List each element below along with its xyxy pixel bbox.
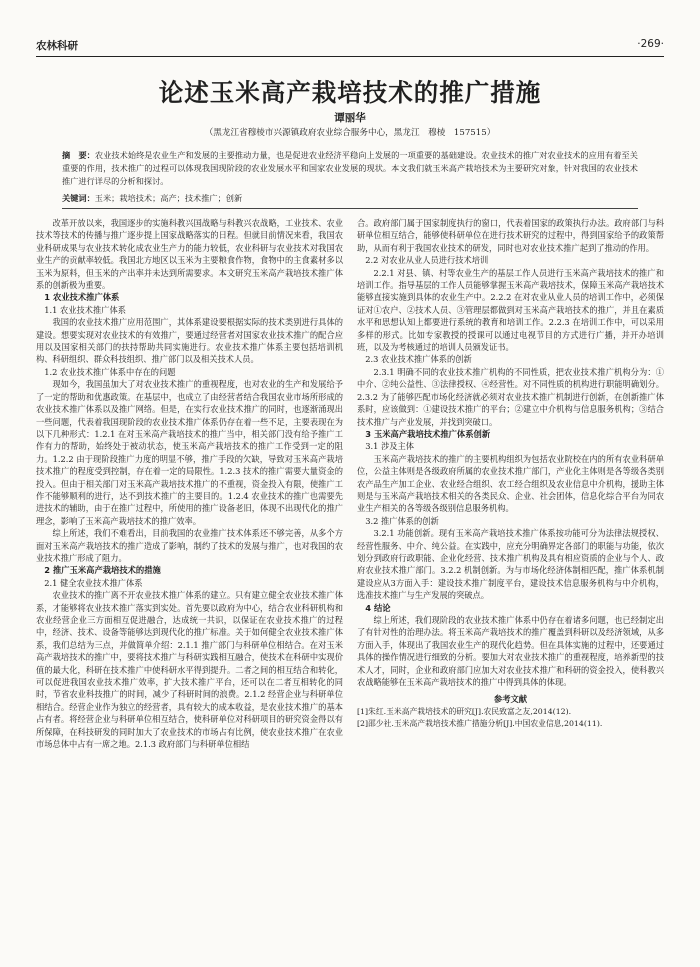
keywords-text: 玉米；栽培技术；高产；技术推广；创新 [94, 193, 243, 203]
article-author: 谭丽华 [334, 112, 366, 124]
abstract-rule [62, 208, 638, 209]
reference-item: [1]朱红.玉米高产栽培技术的研究[J].农民致富之友,2014(12). [357, 706, 572, 716]
abstract [62, 149, 638, 189]
page-number: ·269· [637, 38, 664, 50]
abstract-label: 摘 要： [62, 150, 95, 160]
body-paragraph: 合。政府部门属于国家制度执行的窗口，代表着国家的政策执行办法。政府部门与科研单位相互结合，能够使科研单位在进行技术研究的过程中，得到国家给予的政策帮助，从而有利于我国农业技术的研发，同时也对农业技术推广起到了推动的作用。 [357, 218, 664, 253]
right-column [357, 217, 664, 730]
subsection-heading: 1.1 农业技术推广体系 [44, 304, 126, 315]
section-heading: 1 农业技术推广体系 [44, 292, 120, 303]
body-paragraph: 玉米高产栽培技术的推广的主要机构组织为包括农业院校在内的所有农业科研单位，公益主体则是各级政府所属的农业技术推广部门，产业化主体则是各等级各类别农产品生产加工企业、农业经合组织、农工经合组织及农业信息中介机构，援助主体则是与玉米高产栽培技术相关的各类民众、企业、社会团体，信息化综合平台为同农业生产相关的各等级各级别信息服务机构。 [357, 453, 664, 514]
abstract-text: 农业技术始终是农业生产和发展的主要推动力量，也是促进农业经济平稳向上发展的一项重要的基础建设。农业技术的推广对农业技术的应用有着至关重要的作用，技术推广的过程可以体现我国现阶段的农业发展水平和国家农业发展的现状。本文我们就玉米高产栽培技术为主要研究对象，针对我国的农业技术推广进行详尽的分析和探讨。 [62, 150, 638, 187]
body-paragraph: 综上所述，我们现阶段的农业技术推广体系中仍存在着诸多问题，也已经制定出了有针对性的治理办法。将玉米高产栽培技术的推广覆盖到科研以及经济领域，从多方面入手，体现出了我国农业生产的现代化趋势。但在具体实施的过程中，还要通过具体的操作情况进行细致的分析。要加大对农业技术推广的重视程度，培养新型的技术人才，同时，企业和政府部门应加大对农业技术推广和科研的资金投入，使科教兴农战略能够在玉米高产栽培技术的推广中得到具体的体现。 [357, 615, 664, 688]
body-paragraph: 我国的农业技术推广应用范围广，其体系建设要根据实际的技术类别进行具体的建设。想要实现对农业技术的有效推广，要通过经营者对国家农业技术推广的配合应用以及国家相关部门的扶持帮助共同实施进行。农业技术推广体系主要包括培训机构、科研组织、群众科技组织、推广部门以及相关技术人员。 [36, 317, 343, 365]
subsection-heading: 2.3 农业技术推广体系的创新 [365, 354, 472, 365]
subsection-heading: 3.1 涉及主体 [365, 441, 414, 452]
body-paragraph: 3.2.1 功能创新。现有玉米高产栽培技术推广体系按功能可分为法律法规授权、经营性服务、中介、纯公益。在实践中，应充分明确界定各部门的职能与功能，依次划分到政府行政职能、企业化经营、技术推广机构及具有相应资质的企业与个人、政府农业技术推广部门。3.2.2 机制创新。为与市场化经济体制相匹配，推广体系机制建设应从3方面入手：建设技术推广制度平台，建设技术信息服务机构与中介机构，选准技术推广与生产发展的突破点。 [357, 528, 664, 601]
body-paragraph: 综上所述，我们不难看出，目前我国的农业推广技术体系还不够完善，从多个方面对玉米高产栽培技术的推广造成了影响，制约了技术的发展与推广，也对我国的农业技术推广形成了阻力。 [36, 528, 343, 563]
reference-item: [2]邵少社.玉米高产栽培技术推广措施分析[J].中国农业信息,2014(11). [357, 718, 603, 728]
author-affiliation: （黑龙江省穆棱市兴源镇政府农业综合服务中心，黑龙江 穆棱 157515） [204, 128, 496, 138]
body-paragraph: 农业技术的推广离不开农业技术推广体系的建立。只有建立健全农业技术推广体系，才能够将农业技术推广落实到实处。首先要以政府为中心，结合农业科研机构和农业经营企业三方面相互促进融合，达成统一共识，以保证在农业技术推广的过程中，经济、技术、设备等能够达到现代化的推广标准。关于如何健全农业技术推广体系，我们总结为三点，并做简单介绍：2.1.1 推广部门与科研单位相结合。在对玉米高产栽培技术的推广中，要将技术推广与科研实践相互融合，使技术在科研中实现价值的最大化，科研在技术推广中使科研水平得到提升。二者之间的相互结合和转化，可以促进我国农业技术推广效率，扩大技术推广平台，还可以在二者互相转化的同时，节省农业科技推广的时间，减少了科研时间的浪费。2.1.2 经营企业与科研单位相结合。经营企业作为独立的经营者，具有较大的成本收益，是农业技术推广的基本占有者。将经营企业与科研单位相互结合，使科研单位对科研项目的研究资金得以有所保障，在科技研发的同时加大了农业技术的市场占有比例，使农业技术推广在农业市场总体中占有一席之地。2.1.3 政府部门与科研单位相结 [36, 590, 343, 750]
subsection-heading: 2.1 健全农业技术推广体系 [44, 577, 143, 588]
subsection-heading: 3.2 推广体系的创新 [365, 515, 439, 526]
keywords [62, 192, 638, 205]
keywords-label: 关键词： [62, 193, 95, 203]
left-column [36, 217, 343, 750]
references-heading: 参考文献 [493, 694, 528, 705]
body-paragraph: 2.2.1 对县、镇、村等农业生产的基层工作人员进行玉米高产栽培技术的推广和培训工作。指导基层的工作人员能够掌握玉米高产栽培技术，保障玉米高产栽培技术能够直接实施到具体的农业生产中。2.2.2 在对农业从业人员的培训工作中，必须保证对①农户、②技术人员、③管理层都做到对玉米高产栽培技术的推广，并且在素质水平和思想认知上都要进行系统的教育和培训工作。2.2.3 在培训工作中，可以采用多样的形式。比如专家教授的授课可以通过电视节目的方式进行广播，并开办培训班，以及为考核通过的培训人员颁发证书。 [357, 267, 664, 353]
subsection-heading: 1.2 农业技术推广体系中存在的问题 [44, 366, 176, 377]
subsection-heading: 2.2 对农业从业人员进行技术培训 [365, 255, 489, 266]
journal-name: 农林科研 [36, 40, 78, 52]
section-heading: 3 玉米高产栽培技术推广体系创新 [365, 428, 491, 439]
section-heading: 2 推广玉米高产栽培技术的措施 [44, 565, 161, 576]
header-rule [36, 56, 664, 57]
body-paragraph: 改革开放以来，我国逐步的实施科教兴国战略与科教兴农战略，工业技术、农业技术等技术的传播与推广逐步提上国家战略落实的日程。但就目前情况来看，我国农业科研成果与农业技术转化成农业生产力的能力较低，农业科研与农业技术对我国农业生产的贡献率较低。我国北方地区以玉米为主要粮食作物，食物中的主食素材多以玉米为原料，但玉米的产出率并未达到所需要求。本文研究玉米高产栽培技术推广体系的创新极为重要。 [36, 218, 343, 291]
body-paragraph: 2.3.1 明确不同的农业技术推广机构的不同性质，把农业技术推广机构分为：①中介、②纯公益性、③法律授权、④经营性。对不同性质的机构进行职能明确划分。2.3.2 为了能够匹配市场化经济就必须对农业技术推广机制进行创新，在创新推广体系时，应该做到：①建设技术推广的平台；②建立中介机构与信息服务机构；③结合技术推广与产业发展，并找到突破口。 [357, 366, 664, 427]
article-title: 论述玉米高产栽培技术的推广措施 [158, 78, 542, 107]
running-header [36, 38, 664, 54]
section-heading: 4 结论 [365, 602, 391, 613]
body-paragraph: 现如今，我国虽加大了对农业技术推广的重视程度，也对农业的生产和发展给予了一定的帮助和优惠政策。在基层中，也成立了由经营者结合我国农业市场所形成的农业技术推广体系以及推广网络。但是，在实行农业技术推广的同时，也逐渐涌现出一些问题，代表着我国现阶段的农业技术推广体系仍存在着一些不足，主要表现在为以下几种形式：1.2.1 在对玉米高产栽培技术的推广当中，相关部门没有给予推广工作有力的帮助，始终处于被动状态，使玉米高产栽培技术的推广工作受到一定的阻力。1.2.2 由于现阶段推广力度的明显不够，推广手段的欠缺，导致对玉米高产栽培技术推广的程度受到控制，存在着一定的局限性。1.2.3 技术的推广需要大量资金的投入。但由于相关部门对玉米高产栽培技术推广的不重视，资金投入有限，使推广工作不能够顺利的进行，达不到技术推广的主要目的。1.2.4 农业技术的推广也需要先进技术的辅助，由于在推广过程中，所使用的推广设备老旧，体现不出现代化的推广理念，影响了玉米高产栽培技术的推广效率。 [36, 379, 343, 526]
